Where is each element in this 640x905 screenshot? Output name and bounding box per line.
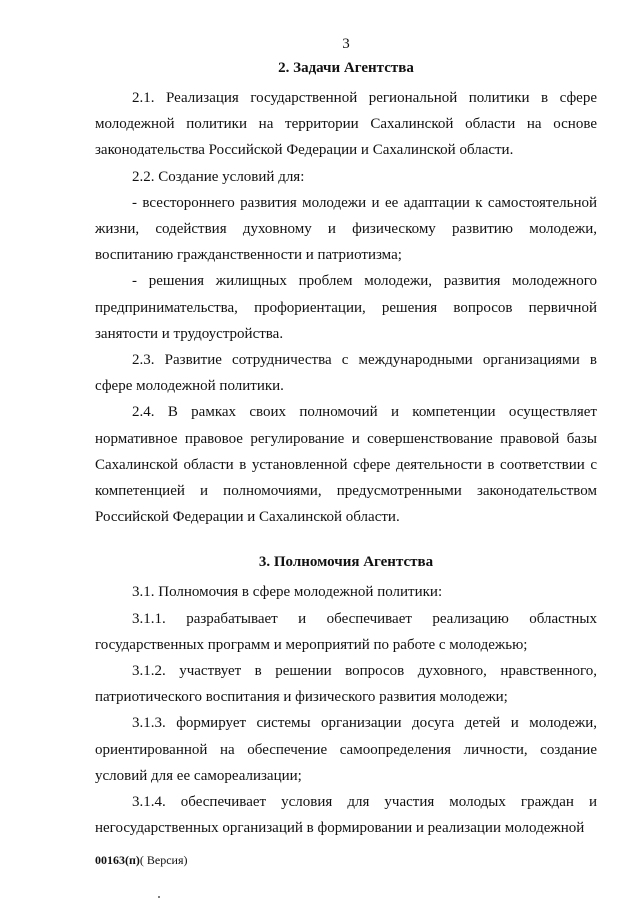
paragraph-3-1-2: 3.1.2. участвует в решении вопросов духовного, нравственного, патриотического воспитания и физического развития молодежи; bbox=[95, 663, 597, 706]
paragraph-2-2-a: - всестороннего развития молодежи и ее адаптации к самостоятельной жизни, содействия духовному и физическому развитию молодежи, воспитанию гражданственности и патриотизма; bbox=[95, 194, 597, 264]
document-code: 00163(п) bbox=[95, 853, 140, 867]
paragraph-2-1: 2.1. Реализация государственной региональной политики в сфере молодежной политики на территории Сахалинской области на основе законодательства Российской Федерации и Сахалинской области. bbox=[95, 90, 597, 159]
page-number: 3 bbox=[342, 36, 350, 52]
paragraph-2-2-b: - решения жилищных проблем молодежи, развития молодежного предпринимательства, профориентации, решения вопросов первичной занятости и трудоустройства. bbox=[95, 273, 597, 342]
paragraph-2-4: 2.4. В рамках своих полномочий и компетенции осуществляет нормативное правовое регулирование и совершенствование правовой базы Сахалинской области в установленной сфере деятельности в соответствии с компетенцией и полномочиями, предусмотренными законодательством Российской Федерации и Сахалинской области. bbox=[95, 404, 597, 526]
paragraph-3-1-4: 3.1.4. обеспечивает условия для участия молодых граждан и негосударственных организаций в формировании и реализации молодежной bbox=[95, 794, 597, 837]
paragraph-3-1-1: 3.1.1. разрабатывает и обеспечивает реализацию областных государственных программ и мероприятий по работе с молодежью; bbox=[95, 610, 597, 653]
paragraph-3-1: 3.1. Полномочия в сфере молодежной политики: bbox=[132, 584, 443, 601]
paragraph-2-2: 2.2. Создание условий для: bbox=[132, 168, 305, 185]
paragraph-2-3: 2.3. Развитие сотрудничества с международными организациями в сфере молодежной политики. bbox=[95, 352, 597, 395]
document-footer bbox=[95, 852, 188, 868]
document-page bbox=[95, 34, 597, 841]
document-version: ( Версия) bbox=[139, 853, 188, 867]
scan-speck bbox=[158, 896, 160, 898]
paragraph-3-1-3: 3.1.3. формирует системы организации досуга детей и молодежи, ориентированной на обеспечение самоопределения личности, создание условий для ее самореализации; bbox=[95, 715, 597, 784]
section-3-heading: 3. Полномочия Агентства bbox=[258, 554, 434, 571]
section-2-heading: 2. Задачи Агентства bbox=[278, 60, 414, 76]
